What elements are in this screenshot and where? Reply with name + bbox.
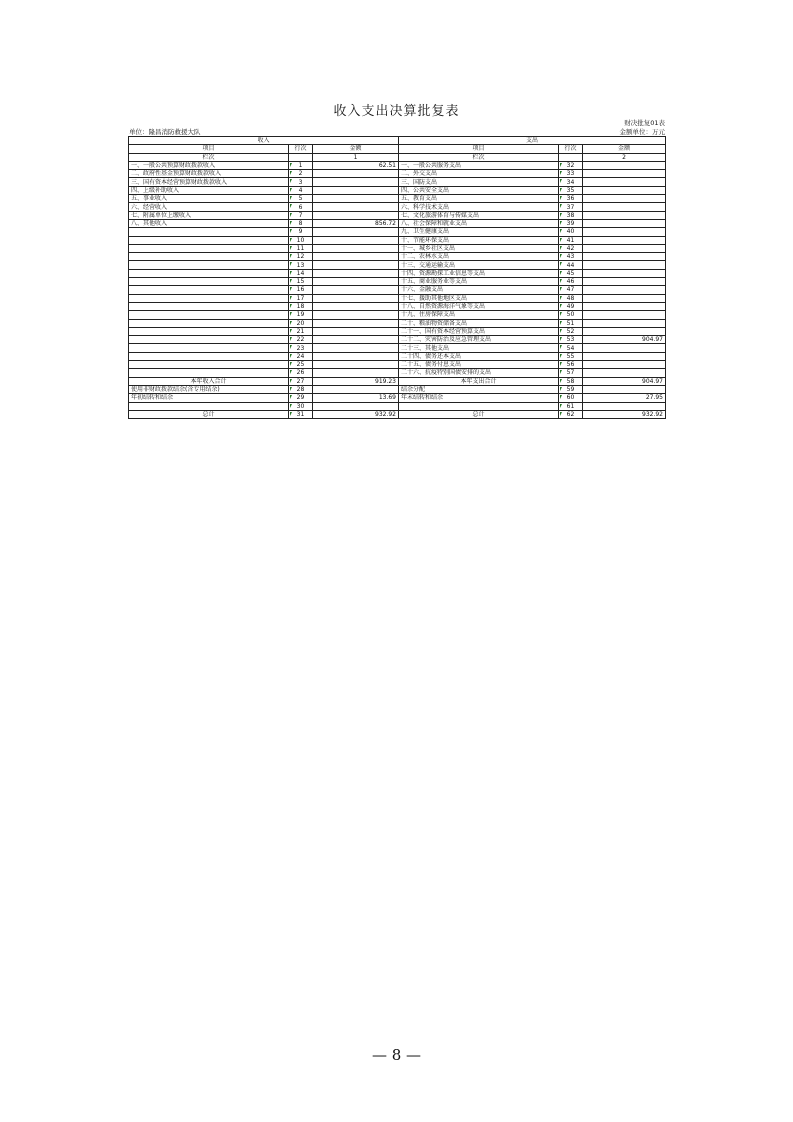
expense-row-number: 36 xyxy=(559,195,583,203)
income-amount xyxy=(313,236,399,244)
expense-amount xyxy=(583,253,666,261)
income-amount xyxy=(313,269,399,277)
expense-amount xyxy=(583,352,666,360)
expense-row-number: 35 xyxy=(559,186,583,194)
expense-item: 十八、自然资源海洋气象等支出 xyxy=(399,302,559,310)
expense-row-number: 39 xyxy=(559,219,583,227)
income-row-number: 12 xyxy=(289,253,313,261)
unit-line xyxy=(128,127,665,136)
table-row xyxy=(129,261,666,269)
table-row xyxy=(129,186,666,194)
expense-item: 六、科学技术支出 xyxy=(399,203,559,211)
expense-row-number: 33 xyxy=(559,170,583,178)
expense-column-label: 栏次 xyxy=(399,153,559,161)
income-row-number: 27 xyxy=(289,377,313,385)
unit-label: 单位：隆昌消防救援大队 xyxy=(129,128,201,136)
income-amount: 856.72 xyxy=(313,219,399,227)
income-amount xyxy=(313,311,399,319)
expense-amount xyxy=(583,244,666,252)
expense-item: 十、节能环保支出 xyxy=(399,236,559,244)
income-item: 三、国有资本经营预算财政拨款收入 xyxy=(129,178,289,186)
income-amount xyxy=(313,278,399,286)
expense-item: 二十六、抗疫特别国债安排的支出 xyxy=(399,369,559,377)
expense-item: 十三、交通运输支出 xyxy=(399,261,559,269)
expense-row-number: 34 xyxy=(559,178,583,186)
expense-amount xyxy=(583,161,666,169)
expense-amount: 932.92 xyxy=(583,410,666,418)
expense-amount xyxy=(583,286,666,294)
income-item: 本年收入合计 xyxy=(129,377,289,385)
column-header-row xyxy=(129,145,666,153)
expense-row-number: 47 xyxy=(559,286,583,294)
expense-row-number: 46 xyxy=(559,278,583,286)
income-row-number: 11 xyxy=(289,244,313,252)
expense-item: 十六、金融支出 xyxy=(399,286,559,294)
expense-amount xyxy=(583,361,666,369)
income-item xyxy=(129,261,289,269)
table-row xyxy=(129,286,666,294)
income-item xyxy=(129,319,289,327)
income-row-number: 2 xyxy=(289,170,313,178)
income-item: 七、附属单位上缴收入 xyxy=(129,211,289,219)
income-item: 使用非财政拨款结余(含专用结余) xyxy=(129,385,289,393)
income-expense-table xyxy=(128,136,666,419)
expense-item: 三、国防支出 xyxy=(399,178,559,186)
income-item xyxy=(129,352,289,360)
expense-amount xyxy=(583,269,666,277)
expense-row-number: 57 xyxy=(559,369,583,377)
expense-row-number: 42 xyxy=(559,244,583,252)
expense-item: 二十五、债务付息支出 xyxy=(399,361,559,369)
income-item: 四、上级补助收入 xyxy=(129,186,289,194)
table-row xyxy=(129,336,666,344)
table-row xyxy=(129,161,666,169)
income-amount xyxy=(313,244,399,252)
expense-row-number: 59 xyxy=(559,385,583,393)
income-row-number: 24 xyxy=(289,352,313,360)
expense-item: 八、社会保障和就业支出 xyxy=(399,219,559,227)
table-row xyxy=(129,236,666,244)
income-amount xyxy=(313,302,399,310)
income-amount xyxy=(313,178,399,186)
expense-column-number: 2 xyxy=(583,153,666,161)
table-row xyxy=(129,369,666,377)
income-amount xyxy=(313,344,399,352)
expense-row-number: 48 xyxy=(559,294,583,302)
income-amount: 13.69 xyxy=(313,394,399,402)
expense-row-number: 61 xyxy=(559,402,583,410)
income-item: 八、其他收入 xyxy=(129,219,289,227)
table-row xyxy=(129,170,666,178)
income-amount xyxy=(313,352,399,360)
income-amount xyxy=(313,203,399,211)
form-number: 财决批复01表 xyxy=(624,119,665,127)
income-row-number: 26 xyxy=(289,369,313,377)
income-row-number: 9 xyxy=(289,228,313,236)
income-amount xyxy=(313,402,399,410)
expense-item: 十七、援助其他地区支出 xyxy=(399,294,559,302)
income-item xyxy=(129,253,289,261)
expense-amount xyxy=(583,278,666,286)
expense-amount xyxy=(583,211,666,219)
income-amount xyxy=(313,261,399,269)
expense-row-number: 37 xyxy=(559,203,583,211)
table-row xyxy=(129,402,666,410)
table-row xyxy=(129,361,666,369)
income-amount-header: 金额 xyxy=(313,145,399,153)
income-row-number: 19 xyxy=(289,311,313,319)
expense-amount xyxy=(583,319,666,327)
expense-amount xyxy=(583,344,666,352)
income-item-header: 项目 xyxy=(129,145,289,153)
expense-row-number: 32 xyxy=(559,161,583,169)
expense-row-number: 52 xyxy=(559,327,583,335)
expense-item: 十二、农林水支出 xyxy=(399,253,559,261)
expense-amount xyxy=(583,402,666,410)
expense-row-number: 55 xyxy=(559,352,583,360)
income-item xyxy=(129,344,289,352)
income-row-number: 7 xyxy=(289,211,313,219)
expense-row-number: 49 xyxy=(559,302,583,310)
expense-amount xyxy=(583,219,666,227)
expense-amount xyxy=(583,369,666,377)
expense-amount xyxy=(583,186,666,194)
expense-amount xyxy=(583,294,666,302)
income-item xyxy=(129,278,289,286)
income-row-number: 29 xyxy=(289,394,313,402)
income-item: 一、一般公共预算财政拨款收入 xyxy=(129,161,289,169)
income-amount xyxy=(313,361,399,369)
expense-item: 年末结转和结余 xyxy=(399,394,559,402)
income-item xyxy=(129,228,289,236)
expense-row-number: 41 xyxy=(559,236,583,244)
income-amount xyxy=(313,253,399,261)
income-item: 五、事业收入 xyxy=(129,195,289,203)
table-row xyxy=(129,244,666,252)
expense-row-number: 60 xyxy=(559,394,583,402)
blank-cell xyxy=(289,153,313,161)
table-row xyxy=(129,319,666,327)
expense-amount: 904.97 xyxy=(583,336,666,344)
income-amount xyxy=(313,228,399,236)
expense-row-number: 44 xyxy=(559,261,583,269)
expense-item: 二十四、债务还本支出 xyxy=(399,352,559,360)
expense-item: 四、公共安全支出 xyxy=(399,186,559,194)
table-row xyxy=(129,311,666,319)
totals-row xyxy=(129,377,666,385)
expense-item: 二十一、国有资本经营预算支出 xyxy=(399,327,559,335)
page-number: — 8 — xyxy=(371,1046,422,1064)
expense-item: 九、卫生健康支出 xyxy=(399,228,559,236)
income-row-number: 20 xyxy=(289,319,313,327)
expense-row-number: 51 xyxy=(559,319,583,327)
expense-item: 十四、资源勘探工业信息等支出 xyxy=(399,269,559,277)
expense-item: 一、一般公共服务支出 xyxy=(399,161,559,169)
income-amount xyxy=(313,336,399,344)
table-row xyxy=(129,278,666,286)
income-item xyxy=(129,236,289,244)
income-amount: 932.92 xyxy=(313,410,399,418)
income-row-number: 30 xyxy=(289,402,313,410)
expense-row-number: 40 xyxy=(559,228,583,236)
table-row xyxy=(129,178,666,186)
expense-item: 十九、住房保障支出 xyxy=(399,311,559,319)
section-header-row xyxy=(129,137,666,145)
expense-section-header: 支出 xyxy=(399,137,666,145)
expense-row-number: 45 xyxy=(559,269,583,277)
income-row-number: 1 xyxy=(289,161,313,169)
income-row-number: 18 xyxy=(289,302,313,310)
expense-amount: 27.95 xyxy=(583,394,666,402)
income-row-number: 15 xyxy=(289,278,313,286)
expense-amount xyxy=(583,327,666,335)
income-column-number: 1 xyxy=(313,153,399,161)
income-item xyxy=(129,402,289,410)
expense-row-number: 50 xyxy=(559,311,583,319)
income-amount xyxy=(313,294,399,302)
expense-amount-header: 金额 xyxy=(583,145,666,153)
income-item xyxy=(129,269,289,277)
income-item xyxy=(129,302,289,310)
income-row-number: 17 xyxy=(289,294,313,302)
blank-cell xyxy=(559,153,583,161)
expense-row-number: 54 xyxy=(559,344,583,352)
expense-amount xyxy=(583,178,666,186)
expense-item: 二十、粮油物资储备支出 xyxy=(399,319,559,327)
expense-row-number: 38 xyxy=(559,211,583,219)
income-row-number: 28 xyxy=(289,385,313,393)
income-row-number: 23 xyxy=(289,344,313,352)
expense-item: 十五、商业服务业等支出 xyxy=(399,278,559,286)
expense-amount xyxy=(583,385,666,393)
income-amount xyxy=(313,211,399,219)
income-item: 总计 xyxy=(129,410,289,418)
income-amount xyxy=(313,327,399,335)
table-row xyxy=(129,195,666,203)
table-row xyxy=(129,385,666,393)
grand-total-row xyxy=(129,410,666,418)
expense-row-number: 56 xyxy=(559,361,583,369)
income-item xyxy=(129,244,289,252)
expense-amount xyxy=(583,170,666,178)
income-section-header: 收入 xyxy=(129,137,399,145)
table-row xyxy=(129,253,666,261)
expense-amount xyxy=(583,195,666,203)
expense-item xyxy=(399,402,559,410)
income-row-number: 10 xyxy=(289,236,313,244)
income-column-label: 栏次 xyxy=(129,153,289,161)
income-row-number: 31 xyxy=(289,410,313,418)
expense-amount xyxy=(583,261,666,269)
table-row xyxy=(129,394,666,402)
income-item xyxy=(129,336,289,344)
expense-row-number: 58 xyxy=(559,377,583,385)
income-amount xyxy=(313,195,399,203)
income-item xyxy=(129,286,289,294)
expense-item: 五、教育支出 xyxy=(399,195,559,203)
expense-row-number: 62 xyxy=(559,410,583,418)
expense-row-number: 53 xyxy=(559,336,583,344)
expense-item: 七、文化旅游体育与传媒支出 xyxy=(399,211,559,219)
expense-rowno-header: 行次 xyxy=(559,145,583,153)
column-number-row xyxy=(129,153,666,161)
income-item xyxy=(129,361,289,369)
expense-item: 本年支出合计 xyxy=(399,377,559,385)
table-row xyxy=(129,203,666,211)
expense-amount: 904.97 xyxy=(583,377,666,385)
income-item xyxy=(129,294,289,302)
expense-item: 十一、城乡社区支出 xyxy=(399,244,559,252)
table-row xyxy=(129,344,666,352)
income-row-number: 13 xyxy=(289,261,313,269)
expense-row-number: 43 xyxy=(559,253,583,261)
expense-amount xyxy=(583,311,666,319)
income-row-number: 16 xyxy=(289,286,313,294)
income-item: 六、经营收入 xyxy=(129,203,289,211)
expense-amount xyxy=(583,203,666,211)
expense-amount xyxy=(583,236,666,244)
income-row-number: 4 xyxy=(289,186,313,194)
expense-item: 总计 xyxy=(399,410,559,418)
income-row-number: 8 xyxy=(289,219,313,227)
amount-unit: 金额单位：万元 xyxy=(619,128,665,136)
income-rowno-header: 行次 xyxy=(289,145,313,153)
income-amount xyxy=(313,385,399,393)
expense-amount xyxy=(583,228,666,236)
table-row xyxy=(129,219,666,227)
table-row xyxy=(129,211,666,219)
income-item xyxy=(129,311,289,319)
income-row-number: 3 xyxy=(289,178,313,186)
income-amount xyxy=(313,286,399,294)
table-row xyxy=(129,327,666,335)
income-row-number: 14 xyxy=(289,269,313,277)
income-item xyxy=(129,369,289,377)
expense-item: 二十三、其他支出 xyxy=(399,344,559,352)
income-item xyxy=(129,327,289,335)
table-row xyxy=(129,269,666,277)
income-amount xyxy=(313,319,399,327)
income-item: 年初结转和结余 xyxy=(129,394,289,402)
income-amount xyxy=(313,186,399,194)
income-amount: 62.51 xyxy=(313,161,399,169)
income-row-number: 22 xyxy=(289,336,313,344)
income-amount xyxy=(313,170,399,178)
income-item: 二、政府性基金预算财政拨款收入 xyxy=(129,170,289,178)
expense-item: 二、外交支出 xyxy=(399,170,559,178)
expense-item: 二十二、灾害防治及应急管理支出 xyxy=(399,336,559,344)
income-amount: 919.23 xyxy=(313,377,399,385)
table-row xyxy=(129,228,666,236)
expense-item: 结余分配 xyxy=(399,385,559,393)
table-row xyxy=(129,352,666,360)
income-row-number: 5 xyxy=(289,195,313,203)
income-amount xyxy=(313,369,399,377)
table-row xyxy=(129,302,666,310)
expense-amount xyxy=(583,302,666,310)
income-row-number: 25 xyxy=(289,361,313,369)
table-row xyxy=(129,294,666,302)
income-row-number: 21 xyxy=(289,327,313,335)
income-row-number: 6 xyxy=(289,203,313,211)
report-title: 收入支出决算批复表 xyxy=(333,104,460,119)
expense-item-header: 项目 xyxy=(399,145,559,153)
